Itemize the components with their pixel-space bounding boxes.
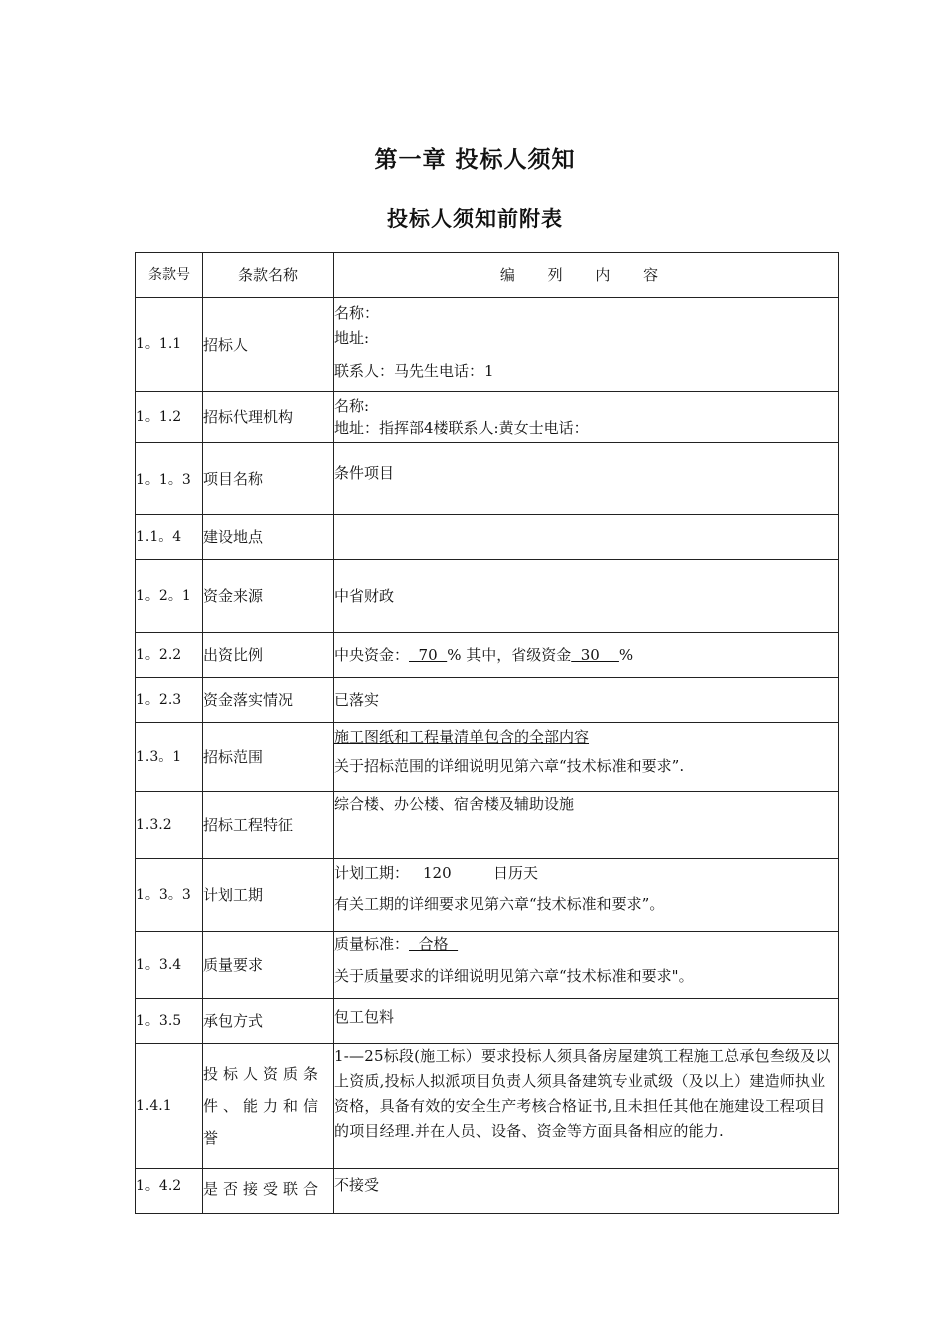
clause-no: 1.3。1 — [136, 723, 203, 792]
content-line: 1-—25标段(施工标）要求投标人须具备房屋建筑工程施工总承包叁级及以上资质,投标人拟派项目负责人须具备建筑专业贰级（及以上）建造师执业资格，具备有效的安全生产考核合格证书,且未担任其他在施建设工程项目的项目经理.并在人员、设备、资金等方面具备相应的能力. — [334, 1047, 831, 1140]
clause-no: 1.4.1 — [136, 1044, 203, 1169]
table-row — [136, 560, 839, 633]
clause-name: 投标人资质条件、能力和信誉 — [203, 1044, 334, 1169]
content-line: 综合楼、办公楼、宿舍楼及辅助设施 — [334, 795, 575, 813]
content-line: 名称： — [334, 304, 380, 322]
clause-name: 招标范围 — [203, 723, 334, 792]
clause-content — [334, 560, 839, 633]
content-text: 日历天 — [493, 864, 539, 882]
clause-content — [334, 999, 839, 1044]
content-text: 质量标准： — [334, 935, 410, 953]
table-row — [136, 515, 839, 560]
content-line: 条件项目 — [334, 464, 395, 482]
table-row — [136, 792, 839, 859]
clause-no: 1。1.2 — [136, 392, 203, 443]
content-line: 地址: — [334, 329, 370, 347]
clause-no: 1。1.1 — [136, 298, 203, 392]
central-funding-percent: 70 — [409, 645, 448, 664]
content-text: 计划工期： — [334, 864, 410, 882]
clause-name: 出资比例 — [203, 633, 334, 678]
content-line: 有关工期的详细要求见第六章“技术标准和要求”。 — [334, 895, 665, 913]
clause-no: 1。3.5 — [136, 999, 203, 1044]
table-row — [136, 443, 839, 515]
content-line: 包工包料 — [334, 1008, 395, 1026]
clause-content — [334, 1169, 839, 1214]
clause-no: 1。2.3 — [136, 678, 203, 723]
clause-name: 项目名称 — [203, 443, 334, 515]
table-row — [136, 633, 839, 678]
content-text: % — [618, 645, 634, 664]
clause-name: 资金落实情况 — [203, 678, 334, 723]
header-clause-name: 条款名称 — [203, 253, 334, 298]
clause-no: 1。1。3 — [136, 443, 203, 515]
clause-content — [334, 515, 839, 560]
clause-content — [334, 443, 839, 515]
table-header-row — [136, 253, 839, 298]
content-line — [334, 932, 838, 956]
clause-content — [334, 1044, 839, 1169]
clause-name: 招标人 — [203, 298, 334, 392]
provincial-funding-percent: 30 — [571, 645, 619, 664]
clause-name: 是否接受联合 — [203, 1169, 334, 1214]
table-row — [136, 678, 839, 723]
table-row — [136, 392, 839, 443]
content-line: 联系人：马先生电话：1 — [334, 362, 494, 380]
content-line: 已落实 — [334, 690, 380, 709]
table-row — [136, 859, 839, 932]
header-clause-no: 条款号 — [136, 253, 203, 298]
clause-name: 建设地点 — [203, 515, 334, 560]
clause-no: 1。4.2 — [136, 1169, 203, 1214]
content-text: 中央资金： — [334, 645, 410, 664]
clause-name: 资金来源 — [203, 560, 334, 633]
content-line: 施工图纸和工程量清单包含的全部内容 — [334, 728, 590, 746]
clause-name: 招标工程特征 — [203, 792, 334, 859]
content-line: 中省财政 — [334, 586, 395, 605]
chapter-title: 第一章 投标人须知 — [374, 147, 576, 173]
content-line: 关于质量要求的详细说明见第六章“技术标准和要求"。 — [334, 967, 694, 985]
clause-no: 1。3.4 — [136, 932, 203, 999]
content-line — [334, 862, 838, 884]
clause-name: 招标代理机构 — [203, 392, 334, 443]
clause-no: 1.1。4 — [136, 515, 203, 560]
clause-content — [334, 859, 839, 932]
table-title: 投标人须知前附表 — [387, 207, 563, 231]
clause-content — [334, 932, 839, 999]
clause-content — [334, 298, 839, 392]
bidder-instructions-table — [135, 252, 839, 1214]
content-line: 地址：指挥部4楼联系人:黄女士电话： — [334, 419, 589, 437]
content-line: 不接受 — [334, 1176, 380, 1194]
clause-no: 1。2。1 — [136, 560, 203, 633]
clause-name: 承包方式 — [203, 999, 334, 1044]
construction-days: 120 — [423, 864, 452, 882]
table-row — [136, 1169, 839, 1214]
table-row — [136, 723, 839, 792]
clause-content — [334, 678, 839, 723]
clause-name: 计划工期 — [203, 859, 334, 932]
content-line: 关于招标范围的详细说明见第六章“技术标准和要求”. — [334, 757, 685, 775]
clause-content — [334, 392, 839, 443]
clause-no: 1。3。3 — [136, 859, 203, 932]
table-row — [136, 932, 839, 999]
content-line: 名称: — [334, 397, 370, 415]
table-row — [136, 1044, 839, 1169]
clause-name: 质量要求 — [203, 932, 334, 999]
clause-no: 1.3.2 — [136, 792, 203, 859]
clause-content — [334, 633, 839, 678]
clause-content — [334, 792, 839, 859]
clause-no: 1。2.2 — [136, 633, 203, 678]
quality-standard: 合格 — [409, 935, 459, 953]
clause-content — [334, 723, 839, 792]
content-text: % 其中，省级资金 — [447, 645, 572, 664]
table-row — [136, 298, 839, 392]
table-row — [136, 999, 839, 1044]
header-content: 编 列 内 容 — [334, 253, 839, 298]
